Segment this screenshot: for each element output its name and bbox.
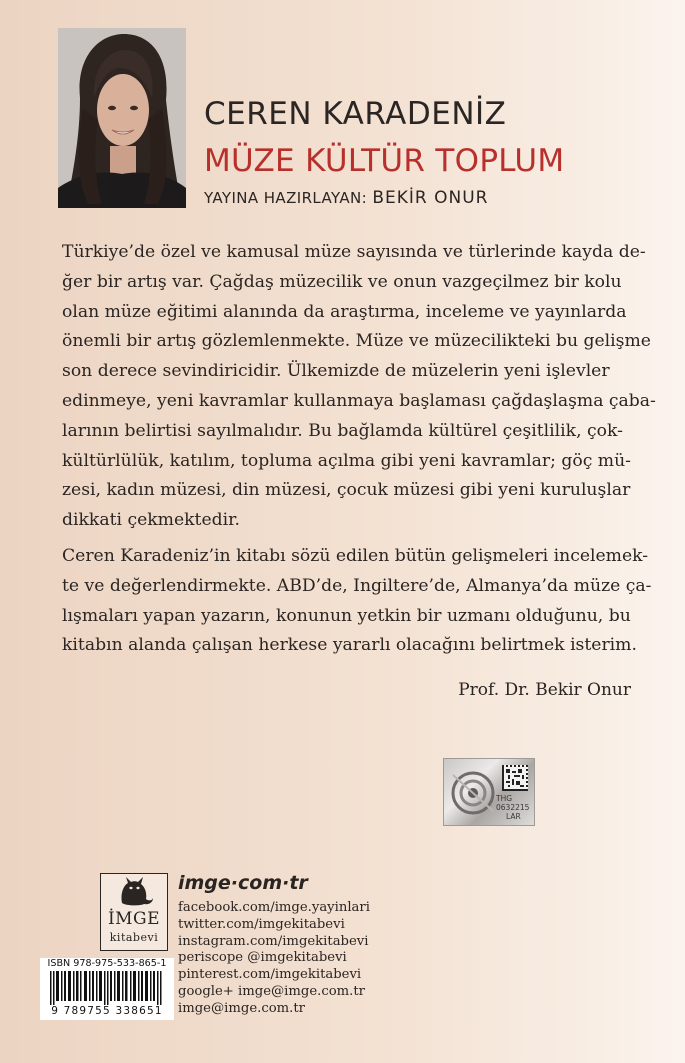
signature: Prof. Dr. Bekir Onur (458, 680, 631, 700)
author-name: CEREN KARADENİZ (204, 96, 507, 132)
paragraph-line: önemli bir artış gözlemlenmekte. Müze ve müzecilikteki bu gelişme (62, 331, 651, 352)
link-pinterest: pinterest.com/imgekitabevi (178, 967, 362, 983)
link-facebook: facebook.com/imge.yayinlari (178, 900, 370, 915)
editor-line (204, 188, 488, 208)
paragraph-line: kültürlülük, katılım, topluma açılma gibi yeni kavramlar; göç mü- (62, 450, 631, 471)
paragraph-line: zesi, kadın müzesi, din müzesi, çocuk müzesi gibi yeni kuruluşlar (62, 480, 631, 501)
barcode-icon (44, 971, 170, 1005)
hologram-line-1: THG (496, 794, 513, 803)
link-instagram: instagram.com/imgekitabevi (178, 933, 369, 949)
blurb-paragraph-2 (62, 542, 652, 661)
paragraph-line: lışmaları yapan yazarın, konunun yetkin bir uzmanı olduğunu, bu (62, 605, 631, 626)
book-title: MÜZE KÜLTÜR TOPLUM (204, 143, 565, 179)
hologram-line-3: LAR (506, 812, 521, 821)
social-links (178, 900, 370, 1018)
paragraph-line: ğer bir artış var. Çağdaş müzecilik ve onun vazgeçilmez bir kolu (62, 271, 622, 292)
isbn-text: ISBN 978-975-533-865-1 (47, 958, 167, 969)
barcode-digits: 9 789755 338651 (51, 1005, 163, 1017)
paragraph-line: Türkiye’de özel ve kamusal müze sayısında ve türlerinde kayda de- (62, 242, 646, 262)
logo-subtitle: kitabevi (109, 931, 159, 944)
paragraph-line: dikkati çekmektedir. (62, 510, 240, 531)
paragraph-line: olan müze eğitimi alanında da araştırma, inceleme ve yayınlarda (62, 301, 627, 322)
author-photo (58, 28, 186, 208)
editor-label: YAYINA HAZIRLAYAN: (204, 189, 368, 207)
publisher-website: imge·com·tr (178, 872, 308, 894)
paragraph-line: larının belirtisi sayılmalıdır. Bu bağlamda kültürel çeşitlilik, çok- (62, 420, 623, 441)
paragraph-line: edinmeye, yeni kavramlar kullanmaya başlaması çağdaşlaşma çaba- (62, 390, 656, 411)
link-email: imge@imge.com.tr (178, 1000, 305, 1016)
paragraph-line: Ceren Karadeniz’in kitabı sözü edilen bütün gelişmeleri incelemek- (62, 546, 649, 566)
paragraph-line: son derece sevindiricidir. Ülkemizde de müzelerin yeni işlevler (62, 361, 610, 382)
cat-icon (114, 877, 154, 907)
hologram-line-2: 0632215 (496, 803, 530, 812)
link-twitter: twitter.com/imgekitabevi (178, 916, 345, 932)
editor-name: BEKİR ONUR (372, 188, 489, 208)
link-google: google+ imge@imge.com.tr (178, 983, 365, 999)
blurb-paragraph-1 (62, 238, 656, 536)
isbn-barcode (40, 958, 174, 1020)
hologram-sticker (443, 758, 535, 826)
hologram-code (496, 794, 530, 821)
logo-name: İMGE (107, 909, 161, 929)
hologram-pattern-icon (450, 767, 496, 819)
data-matrix-icon (502, 765, 528, 791)
paragraph-line: te ve değerlendirmekte. ABD’de, Ingiltere’de, Almanya’da müze ça- (62, 575, 652, 596)
publisher-logo (100, 873, 168, 951)
paragraph-line: kitabın alanda çalışan herkese yararlı olacağını belirtmek isterim. (62, 635, 637, 656)
link-periscope: periscope @imgekitabevi (178, 950, 347, 966)
